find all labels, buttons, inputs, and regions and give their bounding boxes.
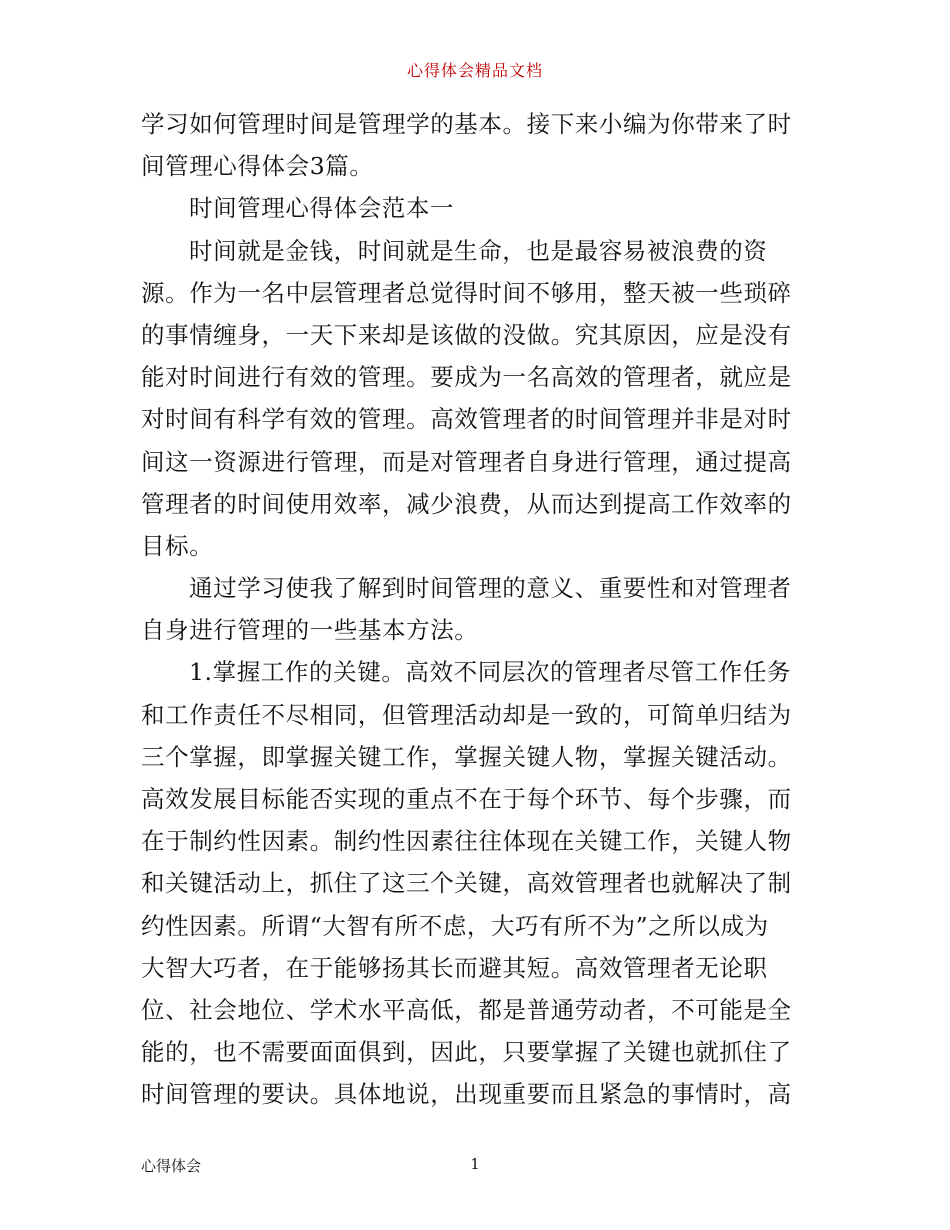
text-line: 间这一资源进行管理，而是对管理者自身进行管理，通过提高 — [141, 447, 792, 476]
text-line: 1.掌握工作的关键。高效不同层次的管理者尽管工作任务 — [189, 658, 792, 687]
text-line: 能对时间进行有效的管理。要成为一名高效的管理者，就应是 — [141, 363, 792, 392]
text-line: 通过学习使我了解到时间管理的意义、重要性和对管理者 — [189, 574, 792, 603]
text-line: 的事情缠身，一天下来却是该做的没做。究其原因，应是没有 — [141, 320, 792, 349]
section-heading: 时间管理心得体会范本一 — [189, 194, 455, 223]
text-line: 位、社会地位、学术水平高低，都是普通劳动者，不可能是全 — [141, 995, 792, 1024]
text-line: 间管理心得体会3篇。 — [141, 152, 374, 181]
text-line: 目标。 — [141, 531, 214, 560]
text-line: 三个掌握，即掌握关键工作，掌握关键人物，掌握关键活动。 — [141, 742, 792, 771]
text-line: 自身进行管理的一些基本方法。 — [141, 616, 479, 645]
text-line: 时间就是金钱，时间就是生命，也是最容易被浪费的资 — [189, 236, 768, 265]
footer-label: 心得体会 — [141, 1157, 202, 1175]
text-line: 对时间有科学有效的管理。高效管理者的时间管理并非是对时 — [141, 405, 792, 434]
text-line: 和关键活动上，抓住了这三个关键，高效管理者也就解决了制 — [141, 869, 792, 898]
text-line: 时间管理的要诀。具体地说，出现重要而且紧急的事情时，高 — [141, 1080, 792, 1109]
text-line: 和工作责任不尽相同，但管理活动却是一致的，可简单归结为 — [141, 700, 792, 729]
text-line: 源。作为一名中层管理者总觉得时间不够用，整天被一些琐碎 — [141, 278, 792, 307]
document-body — [141, 103, 813, 1116]
text-line: 约性因素。所谓“大智有所不虑，大巧有所不为”之所以成为 — [141, 911, 769, 940]
text-line: 高效发展目标能否实现的重点不在于每个环节、每个步骤，而 — [141, 785, 792, 813]
text-line: 大智大巧者，在于能够扬其长而避其短。高效管理者无论职 — [141, 953, 768, 982]
text-line: 管理者的时间使用效率，减少浪费，从而达到提高工作效率的 — [141, 489, 792, 518]
text-line: 学习如何管理时间是管理学的基本。接下来小编为你带来了时 — [141, 110, 792, 138]
text-line: 在于制约性因素。制约性因素往往体现在关键工作，关键人物 — [141, 827, 792, 856]
text-line: 能的，也不需要面面俱到，因此，只要掌握了关键也就抓住了 — [141, 1038, 792, 1067]
page-number: 1 — [470, 1155, 480, 1173]
document-header-title: 心得体会精品文档 — [406, 61, 543, 80]
